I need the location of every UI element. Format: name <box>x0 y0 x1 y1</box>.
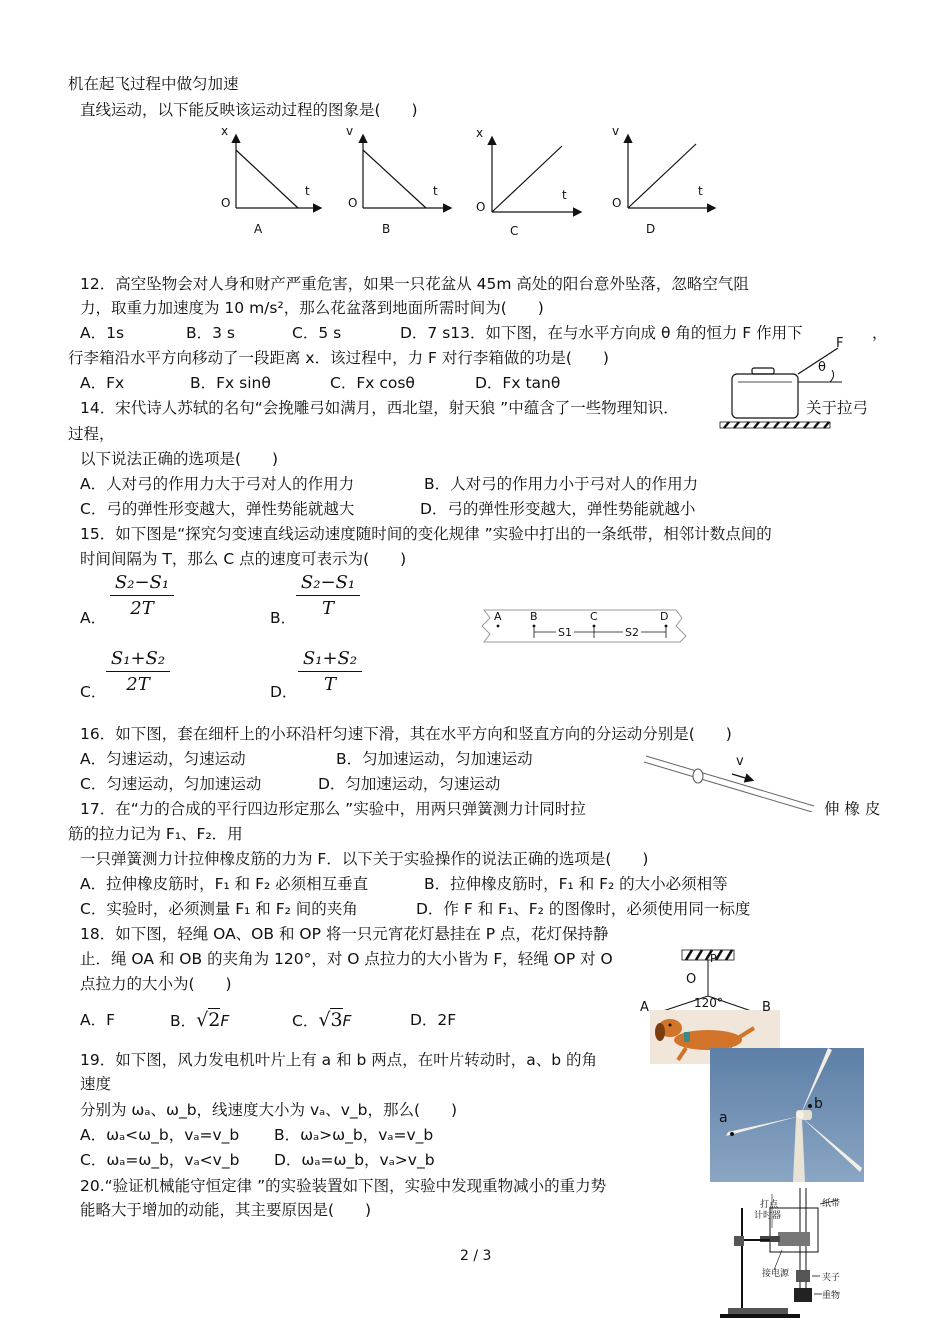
q15-line2: 时间间隔为 T，那么 C 点的速度可表示为( ) <box>80 550 407 568</box>
graph-b-label: B <box>382 222 391 236</box>
q18-opt-c-root: 3 <box>330 1009 343 1031</box>
q15-frac-c-den: 2T <box>126 674 150 695</box>
q12-opt-c: C．5 s <box>292 324 342 342</box>
q12-line1: 12．高空坠物会对人身和财产严重危害，如果一只花盆从 45m 高处的阳台意外坠落，忽略空气阻 <box>80 275 749 293</box>
q18-line2: 止．绳 OA 和 OB 的夹角为 120°，对 O 点拉力的大小皆为 F，轻绳 OP 对 O <box>80 950 613 968</box>
q15-frac-d-den: T <box>323 674 336 695</box>
q13-line2: 行李箱沿水平方向移动了一段距离 x．该过程中，力 F 对行李箱做的功是( ) <box>68 349 609 367</box>
q15-opt-b: B． <box>270 609 297 627</box>
q18-label-b: B <box>762 1000 771 1015</box>
q20-apparatus-figure <box>720 1188 870 1340</box>
q15-opt-d: D． <box>270 683 298 701</box>
tape-point-b: B <box>530 610 538 623</box>
q19-opt-c: C．ωₐ=ω_b，vₐ<v_b <box>80 1151 240 1169</box>
q14-opt-a: A．人对弓的作用力大于弓对人的作用力 <box>80 475 355 493</box>
q18-opt-c-f: F <box>342 1012 352 1030</box>
q15-frac-b-num: S₂−S₁ <box>296 572 360 596</box>
q13-angle-label: θ <box>818 360 826 375</box>
q18-opt-c <box>292 1010 351 1031</box>
q17-opt-b: B．拉伸橡皮筋时，F₁ 和 F₂ 的大小必须相等 <box>424 875 728 893</box>
q13-opt-b: B．Fx sinθ <box>190 374 271 392</box>
graph-c-label: C <box>510 224 519 238</box>
q19-opt-d: D．ωₐ=ω_b，vₐ>v_b <box>274 1151 435 1169</box>
q16-rod-figure <box>640 752 820 812</box>
graph-d-origin: O <box>612 196 622 210</box>
q16-line1: 16．如下图，套在细杆上的小环沿杆匀速下滑，其在水平方向和竖直方向的分运动分别是( ) <box>80 725 732 743</box>
q18-opt-b-letter: B． <box>170 1012 197 1030</box>
q19-label-a: a <box>719 1110 728 1126</box>
tape-s1: S1 <box>558 626 572 639</box>
q18-label-p: P <box>710 952 717 965</box>
q18-opt-b-f: F <box>220 1012 230 1030</box>
q11-line1: 机在起飞过程中做匀加速 <box>68 75 239 93</box>
graph-c-x-label: t <box>562 188 567 202</box>
q15-frac-c-num: S₁+S₂ <box>106 648 170 672</box>
graph-c-y-label: x <box>476 126 484 140</box>
q15-frac-d-num: S₁+S₂ <box>298 648 362 672</box>
sqrt-icon: √ <box>196 1009 209 1031</box>
q14-line2: 过程， <box>68 425 115 443</box>
tape-point-d: D <box>660 610 669 623</box>
q15-frac-d <box>298 648 362 695</box>
q19-line1: 19．如下图，风力发电机叶片上有 a 和 b 两点，在叶片转动时，a、b 的角 <box>80 1051 598 1069</box>
q18-label-angle: 120° <box>694 996 723 1010</box>
q18-line3: 点拉力的大小为( ) <box>80 975 232 993</box>
graph-b-y-label: v <box>346 124 354 138</box>
graph-a-origin: O <box>221 196 231 210</box>
q17-line1-right: 伸 橡 皮 <box>824 800 881 818</box>
sqrt-icon: √ <box>318 1009 331 1031</box>
graph-a-y-label: x <box>221 124 229 138</box>
q19-opt-b: B．ωₐ>ω_b，vₐ=v_b <box>274 1126 434 1144</box>
q20-label-tape: 纸带 <box>822 1199 841 1209</box>
q15-opt-c: C． <box>80 683 107 701</box>
q13-opt-d: D．Fx tanθ <box>475 374 561 392</box>
q17-line3: 一只弹簧测力计拉伸橡皮筋的力为 F．以下关于实验操作的说法正确的选项是( ) <box>80 850 649 868</box>
q20-label-timer2: 计时器 <box>754 1211 782 1221</box>
q16-opt-a: A．匀速运动，匀速运动 <box>80 750 246 768</box>
q18-line1: 18．如下图，轻绳 OA、OB 和 OP 将一只元宵花灯悬挂在 P 点，花灯保持静 <box>80 925 609 943</box>
tape-point-c: C <box>590 610 598 623</box>
q20-label-timer: 打点 <box>760 1200 779 1210</box>
q15-frac-a <box>110 572 174 619</box>
q12-opt-a: A．1s <box>80 324 125 342</box>
q18-opt-c-letter: C． <box>292 1012 319 1030</box>
q15-frac-a-num: S₂−S₁ <box>110 572 174 596</box>
q20-label-power: 接电源 <box>762 1269 790 1279</box>
page-number: 2 / 3 <box>460 1248 492 1264</box>
q16-opt-d: D．匀加速运动，匀速运动 <box>318 775 501 793</box>
q16-opt-c: C．匀速运动，匀加速运动 <box>80 775 262 793</box>
q18-label-a: A <box>640 1000 649 1015</box>
q19-line2: 速度 <box>80 1075 112 1093</box>
q14-line1-right: 关于拉弓 <box>806 399 869 417</box>
q12-opt-d-q13-line1: D．7 s13．如下图，在与水平方向成 θ 角的恒力 F 作用下 <box>400 324 803 342</box>
graph-d-y-label: v <box>612 124 620 138</box>
graph-b-origin: O <box>348 196 358 210</box>
q19-opt-a: A．ωₐ<ω_b，vₐ=v_b <box>80 1126 240 1144</box>
q15-frac-c <box>106 648 170 695</box>
q17-opt-c: C．实验时，必须测量 F₁ 和 F₂ 间的夹角 <box>80 900 358 918</box>
q18-label-o: O <box>686 972 697 987</box>
graph-b-x-label: t <box>433 184 438 198</box>
q16-opt-b: B．匀加速运动，匀加速运动 <box>336 750 533 768</box>
q13-force-label: F <box>836 336 844 351</box>
graph-d-label: D <box>646 222 656 236</box>
q19-wind-turbine-photo <box>710 1048 864 1182</box>
q11-line2: 直线运动，以下能反映该运动过程的图象是( ) <box>80 101 418 119</box>
q15-frac-b <box>296 572 360 619</box>
q17-line1: 17．在“力的合成的平行四边形定那么 ”实验中，用两只弹簧测力计同时拉 <box>80 800 586 818</box>
q18-opt-b-root: 2 <box>208 1009 221 1031</box>
graph-c-origin: O <box>476 200 486 214</box>
q18-opt-a: A．F <box>80 1011 116 1029</box>
graph-d-x-label: t <box>698 184 703 198</box>
q15-frac-b-den: T <box>321 598 334 619</box>
q14-line1: 14．宋代诗人苏轼的名句“会挽雕弓如满月，西北望，射天狼 ”中蕴含了一些物理知识． <box>80 399 679 417</box>
q13-comma: ， <box>872 324 888 342</box>
q17-opt-d: D．作 F 和 F₁、F₂ 的图像时，必须使用同一标度 <box>416 900 751 918</box>
q17-opt-a: A．拉伸橡皮筋时，F₁ 和 F₂ 必须相互垂直 <box>80 875 369 893</box>
q19-line3: 分别为 ωₐ、ω_b，线速度大小为 vₐ、v_b，那么( ) <box>80 1101 458 1119</box>
q18-opt-b <box>170 1010 229 1031</box>
q12-opt-b: B．3 s <box>186 324 235 342</box>
q20-label-clip: 夹子 <box>822 1273 841 1283</box>
q13-opt-a: A．Fx <box>80 374 125 392</box>
q14-opt-d: D．弓的弹性形变越大，弹性势能就越小 <box>420 500 696 518</box>
q15-frac-a-den: 2T <box>130 598 154 619</box>
graph-a-x-label: t <box>305 184 310 198</box>
q12-line2: 力，取重力加速度为 10 m/s²，那么花盆落到地面所需时间为( ) <box>80 299 544 317</box>
tape-point-a: A <box>494 610 502 623</box>
tape-s2: S2 <box>625 626 639 639</box>
q18-opt-d: D．2F <box>410 1011 457 1029</box>
q13-opt-c: C．Fx cosθ <box>330 374 415 392</box>
q19-label-b: b <box>814 1096 823 1112</box>
q14-line3: 以下说法正确的选项是( ) <box>80 450 279 468</box>
q20-line2: 能略大于增加的动能，其主要原因是( ) <box>80 1201 372 1219</box>
q14-opt-b: B．人对弓的作用力小于弓对人的作用力 <box>424 475 699 493</box>
graph-a-label: A <box>254 222 263 236</box>
q15-opt-a: A． <box>80 609 107 627</box>
q15-line1: 15．如下图是“探究匀变速直线运动速度随时间的变化规律 ”实验中打出的一条纸带，相邻计数点间的 <box>80 525 772 543</box>
q20-label-weight: 重物 <box>822 1291 841 1301</box>
q16-velocity-label: v <box>736 754 744 769</box>
q17-line2: 筋的拉力记为 F₁、F₂．用 <box>68 825 243 843</box>
q20-line1: 20.“验证机械能守恒定律 ”的实验装置如下图，实验中发现重物减小的重力势 <box>80 1177 607 1195</box>
q14-opt-c: C．弓的弹性形变越大，弹性势能就越大 <box>80 500 355 518</box>
